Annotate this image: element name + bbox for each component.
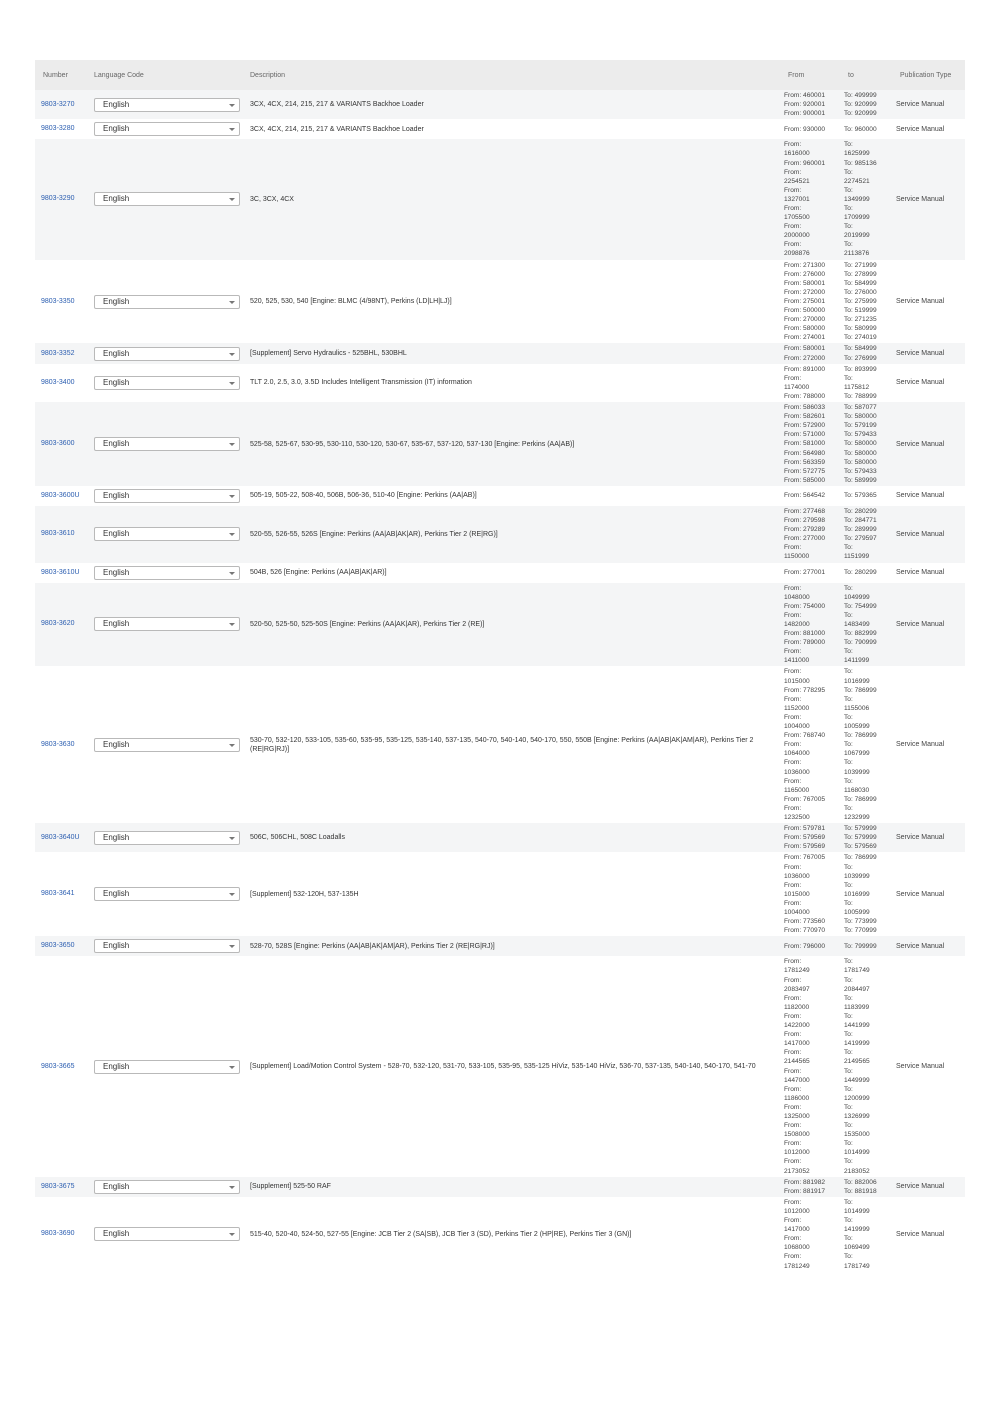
table-row <box>35 1197 965 1272</box>
publication-type-cell: Service Manual <box>896 195 945 203</box>
publication-number-link[interactable]: 9803-3400 <box>41 378 75 386</box>
language-cell <box>86 852 242 936</box>
language-cell <box>86 90 242 119</box>
publication-number-link[interactable]: 9803-3280 <box>41 125 75 133</box>
table-row <box>35 666 965 823</box>
language-select[interactable] <box>94 527 240 541</box>
publication-number-link[interactable]: 9803-3600U <box>41 491 80 499</box>
to-serial-cell: To: 579999 To: 579999 To: 579569 <box>844 825 877 851</box>
publication-number-link[interactable]: 9803-3270 <box>41 100 75 108</box>
publication-number-link[interactable]: 9803-3600 <box>41 440 75 447</box>
description-cell: 520-50, 525-50, 525-50S [Engine: Perkins (AA|AK|AR), Perkins Tier 2 (RE)] <box>250 620 485 628</box>
description-cell: 530-70, 532-120, 533-105, 535-60, 535-95, 535-125, 535-140, 537-135, 540-70, 540-140, 540-170, 550, 550B [Engine: Perkins (AA|AB|AK|AM|AR), Perkins Tier 2 (RE|RG|RJ)] <box>250 736 754 753</box>
description-cell: 505-19, 505-22, 508-40, 506B, 506-36, 510-40 [Engine: Perkins (AA|AB)] <box>250 492 477 500</box>
description-cell: TLT 2.0, 2.5, 3.0, 3.5D Includes Intelligent Transmission (IT) information <box>250 379 472 387</box>
language-select-value: English <box>103 296 130 306</box>
language-select[interactable] <box>94 887 240 901</box>
header-publication-type[interactable]: Publication Type <box>900 71 952 79</box>
to-serial-cell: To: 1014999 To: 1419999 To: 1069499 To: 1781749 <box>844 1198 870 1270</box>
language-select[interactable] <box>94 122 240 136</box>
language-select[interactable] <box>94 1060 240 1074</box>
language-select-value: English <box>103 194 130 204</box>
publication-type-cell: Service Manual <box>896 530 945 538</box>
table-row <box>35 364 965 402</box>
language-select[interactable] <box>94 192 240 206</box>
from-serial-cell: From: 881982 From: 881917 <box>784 1178 826 1195</box>
language-select-value: English <box>103 619 130 629</box>
to-serial-cell: To: 1781749 To: 2084497 To: 1183999 To: 1441999 To: 1419999 To: 2149565 To: 1449999 To: 1200999 To: 1326999 To: 1535000 To: 1014999 To: 2183052 <box>844 958 870 1175</box>
table-row <box>35 583 965 667</box>
chevron-down-icon <box>229 1186 235 1189</box>
table-row <box>35 563 965 583</box>
to-serial-cell: To: 1049999 To: 754999 To: 1483499 To: 882999 To: 790999 To: 1411999 <box>844 584 877 665</box>
from-serial-cell: From: 1616000 From: 960001 From: 2254521 From: 1327001 From: 1705500 From: 2000000 From: 2098876 <box>784 141 826 258</box>
chevron-down-icon <box>229 443 235 446</box>
table-row <box>35 823 965 852</box>
publication-number-link[interactable]: 9803-3350 <box>41 297 75 305</box>
description-cell: 528-70, 528S [Engine: Perkins (AA|AB|AK|AM|AR), Perkins Tier 2 (RE|RG|RJ)] <box>250 942 495 950</box>
table-row <box>35 139 965 259</box>
language-cell <box>86 1197 242 1272</box>
language-cell <box>86 343 242 363</box>
from-serial-cell: From: 271300 From: 276000 From: 580001 From: 272000 From: 275001 From: 500000 From: 270000 From: 580000 From: 274001 <box>784 261 826 342</box>
publication-type-cell: Service Manual <box>896 741 945 749</box>
publication-type-cell: Service Manual <box>896 1230 945 1238</box>
table-row <box>35 852 965 936</box>
language-select-value: English <box>103 99 130 109</box>
publication-number-link[interactable]: 9803-3640U <box>41 833 80 841</box>
table-row <box>35 119 965 139</box>
language-select[interactable] <box>94 1227 240 1241</box>
publication-number-link[interactable]: 9803-3675 <box>41 1182 75 1190</box>
publication-type-cell: Service Manual <box>896 569 945 577</box>
from-serial-cell: From: 564542 <box>784 492 826 500</box>
chevron-down-icon <box>229 945 235 948</box>
from-serial-cell: From: 767005 From: 1036000 From: 1015000 From: 1004000 From: 773560 From: 770970 <box>784 854 826 935</box>
publication-type-cell: Service Manual <box>896 834 945 842</box>
to-serial-cell: To: 1625999 To: 985136 To: 2274521 To: 1349999 To: 1709999 To: 2019999 To: 2113876 <box>844 141 877 258</box>
publication-number-link[interactable]: 9803-3352 <box>41 349 75 357</box>
language-cell <box>86 1177 242 1197</box>
chevron-down-icon <box>229 353 235 356</box>
to-serial-cell: To: 893999 To: 1175812 To: 788999 <box>844 365 877 400</box>
language-select-value: English <box>103 889 130 899</box>
description-cell: 525-58, 525-67, 530-95, 530-110, 530-120, 530-67, 535-67, 537-120, 537-130 [Engine: Perkins (AA|AB)] <box>250 440 575 448</box>
to-serial-cell: To: 271999 To: 278999 To: 584999 To: 276000 To: 275999 To: 519999 To: 271235 To: 580999 To: 274019 <box>844 261 877 342</box>
from-serial-cell: From: 460001 From: 920001 From: 900001 <box>784 92 826 118</box>
language-cell <box>86 486 242 506</box>
chevron-down-icon <box>229 623 235 626</box>
publication-type-cell: Service Manual <box>896 101 945 109</box>
language-select-value: English <box>103 490 130 500</box>
language-select-value: English <box>103 1229 130 1239</box>
language-cell <box>86 402 242 486</box>
header-from[interactable]: From <box>788 71 805 79</box>
description-cell: [Supplement] Servo Hydraulics - 525BHL, 530BHL <box>250 350 407 358</box>
language-cell <box>86 260 242 344</box>
to-serial-cell: To: 799999 <box>844 942 877 950</box>
chevron-down-icon <box>229 837 235 840</box>
chevron-down-icon <box>229 198 235 201</box>
publication-number-link[interactable]: 9803-3620 <box>41 620 75 628</box>
table-header-row <box>35 60 965 90</box>
from-serial-cell: From: 1015000 From: 778295 From: 1152000 From: 1004000 From: 768740 From: 1064000 From: 1036000 From: 1165000 From: 767005 From: 1232500 <box>784 668 826 821</box>
table-row <box>35 402 965 486</box>
from-serial-cell: From: 796000 <box>784 942 826 950</box>
language-select-value: English <box>103 1061 130 1071</box>
to-serial-cell: To: 280299 <box>844 569 877 576</box>
publication-number-link[interactable]: 9803-3610U <box>41 568 80 576</box>
from-serial-cell: From: 277468 From: 279598 From: 279289 From: 277000 From: 1150000 <box>784 507 826 561</box>
description-cell: 3CX, 4CX, 214, 215, 217 & VARIANTS Backhoe Loader <box>250 101 424 109</box>
description-cell: 515-40, 520-40, 524-50, 527-55 [Engine: JCB Tier 2 (SA|SB), JCB Tier 3 (SD), Perkins Tier 2 (HP|RE), Perkins Tier 3 (GN)] <box>250 1230 632 1238</box>
language-cell <box>86 364 242 402</box>
language-cell <box>86 139 242 259</box>
language-select[interactable] <box>94 98 240 112</box>
from-serial-cell: From: 1012000 From: 1417000 From: 1068000 From: 1781249 <box>784 1198 810 1270</box>
to-serial-cell: To: 587077 To: 580000 To: 579199 To: 579433 To: 580000 To: 580000 To: 580000 To: 579433 To: 589999 <box>844 404 877 484</box>
language-select[interactable] <box>94 376 240 390</box>
to-serial-cell: To: 584999 To: 276999 <box>844 345 877 362</box>
language-select-value: English <box>103 124 130 134</box>
from-serial-cell: From: 1781249 From: 2083497 From: 1182000 From: 1422000 From: 1417000 From: 2144565 From: 1447000 From: 1186000 From: 1325000 From: 1508000 From: 1012000 From: 2173052 <box>784 958 810 1175</box>
chevron-down-icon <box>229 1066 235 1069</box>
chevron-down-icon <box>229 572 235 575</box>
language-cell <box>86 119 242 139</box>
language-cell <box>86 823 242 852</box>
language-select-value: English <box>103 832 130 842</box>
from-serial-cell: From: 586033 From: 582601 From: 572900 From: 571000 From: 581000 From: 564980 From: 563359 From: 572775 From: 585000 <box>784 404 826 484</box>
header-language-code[interactable]: Language Code <box>94 71 144 79</box>
description-cell: [Supplement] 532-120H, 537-135H <box>250 890 359 898</box>
description-cell: 506C, 506CHL, 508C Loadalls <box>250 834 345 842</box>
table-row <box>35 90 965 119</box>
header-to[interactable]: to <box>848 71 854 79</box>
language-select[interactable] <box>94 437 240 451</box>
language-select-value: English <box>103 529 130 539</box>
publication-number-link[interactable]: 9803-3641 <box>41 890 75 898</box>
publication-type-cell: Service Manual <box>896 1063 945 1070</box>
publication-type-cell: Service Manual <box>896 298 945 306</box>
publication-number-link[interactable]: 9803-3630 <box>41 740 75 748</box>
to-serial-cell: To: 280299 To: 284771 To: 289999 To: 279597 To: 1151999 <box>844 507 877 561</box>
language-cell <box>86 506 242 563</box>
to-serial-cell: To: 960000 <box>844 125 877 133</box>
publication-number-link[interactable]: 9803-3290 <box>41 195 75 203</box>
from-serial-cell: From: 277001 <box>784 569 826 576</box>
language-select[interactable] <box>94 295 240 309</box>
table-row <box>35 936 965 956</box>
language-select[interactable] <box>94 738 240 752</box>
publication-type-cell: Service Manual <box>896 379 945 387</box>
publication-number-link[interactable]: 9803-3610 <box>41 530 75 538</box>
language-select-value: English <box>103 439 130 448</box>
language-cell <box>86 956 242 1176</box>
to-serial-cell: To: 1016999 To: 786999 To: 1155006 To: 1005999 To: 786999 To: 1067999 To: 1039999 To: 1168030 To: 786999 To: 1232999 <box>844 668 877 821</box>
description-cell: 3C, 3CX, 4CX <box>250 195 294 203</box>
language-select[interactable] <box>94 347 240 361</box>
chevron-down-icon <box>229 1233 235 1236</box>
from-serial-cell: From: 580001 From: 272000 <box>784 345 826 362</box>
language-cell <box>86 666 242 823</box>
language-select[interactable] <box>94 1180 240 1194</box>
publication-number-link[interactable]: 9803-3690 <box>41 1230 75 1238</box>
chevron-down-icon <box>229 104 235 107</box>
language-select[interactable] <box>94 566 240 580</box>
to-serial-cell: To: 882006 To: 881918 <box>844 1178 877 1195</box>
chevron-down-icon <box>229 128 235 131</box>
publications-table <box>35 60 965 1272</box>
language-select-value: English <box>103 567 130 577</box>
from-serial-cell: From: 579781 From: 579569 From: 579569 <box>784 825 826 851</box>
publication-type-cell: Service Manual <box>896 440 945 448</box>
table-row <box>35 260 965 344</box>
table-row <box>35 486 965 506</box>
from-serial-cell: From: 891000 From: 1174000 From: 788000 <box>784 365 826 400</box>
from-serial-cell: From: 930000 <box>784 125 826 133</box>
table-row <box>35 343 965 363</box>
chevron-down-icon <box>229 893 235 896</box>
table-row <box>35 1177 965 1197</box>
to-serial-cell: To: 499999 To: 920999 To: 920999 <box>844 92 877 118</box>
publication-type-cell: Service Manual <box>896 942 945 950</box>
language-select-value: English <box>103 348 130 358</box>
to-serial-cell: To: 786999 To: 1039999 To: 1016999 To: 1005999 To: 773999 To: 770999 <box>844 854 877 935</box>
language-select-value: English <box>103 941 130 951</box>
language-select-value: English <box>103 739 130 749</box>
publication-type-cell: Service Manual <box>896 620 945 628</box>
language-cell <box>86 936 242 956</box>
from-serial-cell: From: 1048000 From: 754000 From: 1482000 From: 881000 From: 789000 From: 1411000 <box>784 584 826 665</box>
chevron-down-icon <box>229 533 235 536</box>
description-cell: 3CX, 4CX, 214, 215, 217 & VARIANTS Backhoe Loader <box>250 125 424 133</box>
chevron-down-icon <box>229 301 235 304</box>
publication-type-cell: Service Manual <box>896 350 945 358</box>
description-cell: [Supplement] Load/Motion Control System - 528-70, 532-120, 531-70, 533-105, 535-95, 535-125 HiViz, 535-140 HiViz, 536-70, 537-135, 540-140, 540-170, 541-70 <box>250 1063 756 1070</box>
publication-type-cell: Service Manual <box>896 125 945 133</box>
description-cell: 520, 525, 530, 540 [Engine: BLMC (4/98NT), Perkins (LD|LH|LJ)] <box>250 298 452 306</box>
table-row <box>35 506 965 563</box>
language-cell <box>86 563 242 583</box>
chevron-down-icon <box>229 744 235 747</box>
description-cell: 504B, 526 [Engine: Perkins (AA|AB|AK|AR)] <box>250 569 387 577</box>
description-cell: [Supplement] 525-50 RAF <box>250 1183 331 1191</box>
language-select[interactable] <box>94 831 240 845</box>
language-select-value: English <box>103 1181 130 1191</box>
language-select-value: English <box>103 377 130 387</box>
publication-type-cell: Service Manual <box>896 1183 945 1191</box>
language-select[interactable] <box>94 939 240 953</box>
chevron-down-icon <box>229 495 235 498</box>
language-select[interactable] <box>94 489 240 503</box>
language-cell <box>86 583 242 667</box>
header-description[interactable]: Description <box>250 71 286 79</box>
publication-type-cell: Service Manual <box>896 492 945 500</box>
publication-type-cell: Service Manual <box>896 890 945 898</box>
description-cell: 520-55, 526-55, 526S [Engine: Perkins (AA|AB|AK|AR), Perkins Tier 2 (RE|RG)] <box>250 530 498 538</box>
header-number[interactable]: Number <box>43 71 68 79</box>
publication-number-link[interactable]: 9803-3650 <box>41 942 75 950</box>
table-row <box>35 956 965 1176</box>
language-select[interactable] <box>94 617 240 631</box>
chevron-down-icon <box>229 382 235 385</box>
to-serial-cell: To: 579365 <box>844 492 877 500</box>
publication-number-link[interactable]: 9803-3665 <box>41 1062 75 1070</box>
